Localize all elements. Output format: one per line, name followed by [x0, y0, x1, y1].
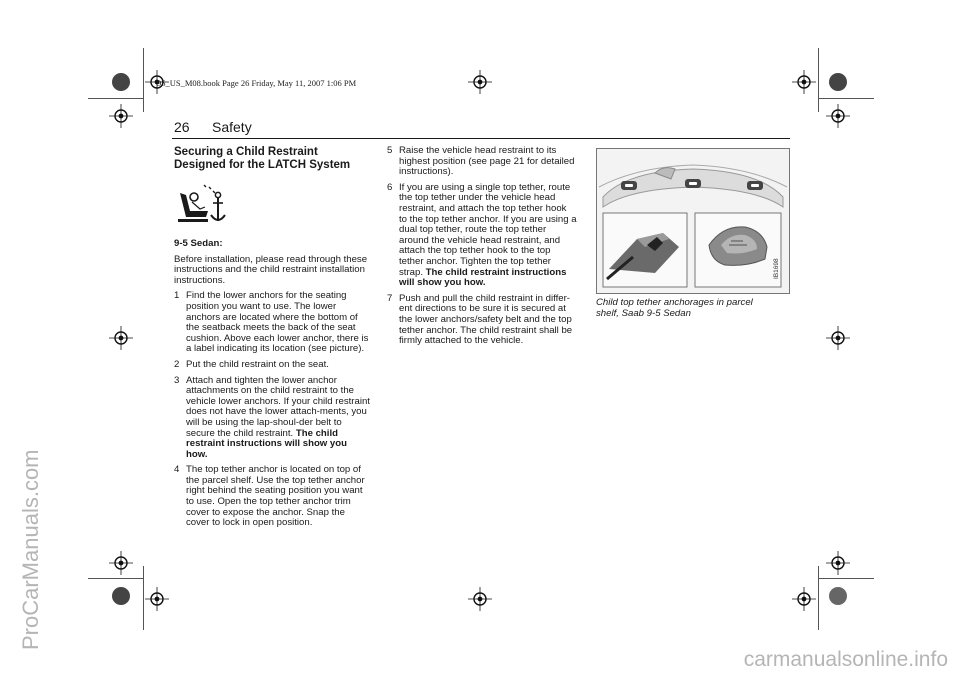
instruction-step	[387, 294, 577, 347]
step-number: 7	[387, 292, 393, 304]
crop-line	[818, 48, 819, 112]
figure-image	[596, 148, 790, 294]
step-number: 1	[174, 290, 180, 302]
step-text	[399, 146, 577, 178]
instruction-step	[174, 376, 370, 461]
registration-target-icon	[145, 587, 169, 611]
step-emphasis: The child restraint instructions will show you how.	[399, 266, 567, 289]
figure-code: IB1698	[773, 258, 780, 279]
registration-target-icon	[826, 104, 850, 128]
registration-target-icon	[468, 587, 492, 611]
step-number: 3	[174, 374, 180, 386]
section-title: Safety	[212, 119, 252, 135]
step-number: 6	[387, 181, 393, 193]
crop-line	[143, 48, 144, 112]
step-body: Attach and tighten the lower anchor attachments on the child restraint to the vehicle lower anchors. If your child restraint does not have the lower attach-ments, you will be using the lap-shoul-der belt to secure the child restraint.	[186, 374, 370, 439]
heading-line: Securing a Child Restraint	[174, 146, 318, 158]
subheading: 9-5 Sedan:	[174, 238, 223, 249]
instruction-step	[387, 183, 577, 289]
step-number: 5	[387, 145, 393, 156]
header-rule	[172, 138, 790, 139]
step-emphasis: The child restraint instructions will show you how.	[186, 427, 347, 460]
step-text	[399, 294, 577, 347]
registration-target-icon	[792, 70, 816, 94]
heading-line: Designed for the LATCH System	[174, 158, 351, 171]
step-body: If you are using a single top tether, route the top tether under the vehicle head restraint, and attach the top tether hook to the top tether anchor. If you are using a dual top tether, route the top tether around the vehicle head restraint, and attach the top tether hook to the top tether anchor. Tighten the top tether strap.	[399, 181, 577, 278]
registration-target-icon	[792, 587, 816, 611]
registration-dot	[112, 587, 130, 605]
step-body: The top tether anchor is located on top of the parcel shelf. Use the top tether anchor right behind the seating position you want to use. Open the top tether anchor trim cover to expose the anchor. Snap the cover to lock in open position.	[186, 464, 365, 529]
left-column	[174, 146, 370, 534]
step-text	[186, 465, 370, 529]
section-heading	[174, 146, 370, 171]
registration-target-icon	[826, 326, 850, 350]
instruction-step	[387, 146, 577, 178]
instruction-step	[174, 360, 370, 371]
step-text	[399, 183, 577, 289]
page-number: 26	[174, 119, 190, 135]
crop-line	[818, 578, 874, 579]
registration-dot	[829, 73, 847, 91]
step-body: Put the child restraint on the seat.	[186, 358, 329, 370]
crop-line	[818, 566, 819, 630]
step-body: Find the lower anchors for the seating position you want to use. The lower anchors are located where the bottom of the seatback meets the back of the seat cushion. Above each lower anchor, there is a label indicating its location (see picture).	[186, 290, 369, 355]
crop-line	[88, 98, 144, 99]
registration-target-icon	[468, 70, 492, 94]
crop-line	[143, 566, 144, 630]
instruction-step	[174, 465, 370, 529]
registration-target-icon	[109, 326, 133, 350]
instruction-step	[174, 291, 370, 355]
step-number: 4	[174, 464, 180, 476]
registration-target-icon	[826, 551, 850, 575]
footer-watermark: carmanualsonline.info	[743, 648, 948, 671]
figure-caption: Child top tether anchorages in parcel shelf, Saab 9-5 Sedan	[596, 297, 753, 319]
book-info-line: 95_US_M08.book Page 26 Friday, May 11, 2007 1:06 PM	[157, 78, 357, 88]
step-body: Raise the vehicle head restraint to its highest position (see page 21 for detailed instructions).	[399, 145, 575, 178]
middle-step-list	[387, 146, 577, 347]
crop-line	[818, 98, 874, 99]
crop-line	[88, 578, 144, 579]
step-number: 2	[174, 358, 180, 370]
intro-paragraph: Before installation, please read through these instructions and the child restraint installation instructions.	[174, 253, 368, 286]
step-body: Push and pull the child restraint in differ-ent directions to be sure it is secured at the lower anchors/safety belt and the top tether anchor. The child restraint shall be firmly attached to the vehicle.	[399, 292, 573, 347]
registration-dot	[829, 587, 847, 605]
left-step-list	[174, 291, 370, 528]
side-watermark: ProCarManuals.com	[18, 449, 43, 650]
step-text	[186, 360, 370, 371]
middle-column	[387, 146, 577, 352]
step-text	[186, 376, 370, 461]
registration-dot	[112, 73, 130, 91]
registration-target-icon	[109, 551, 133, 575]
registration-target-icon	[109, 104, 133, 128]
step-text	[186, 291, 370, 355]
child-seat-anchor-icon	[174, 171, 370, 233]
